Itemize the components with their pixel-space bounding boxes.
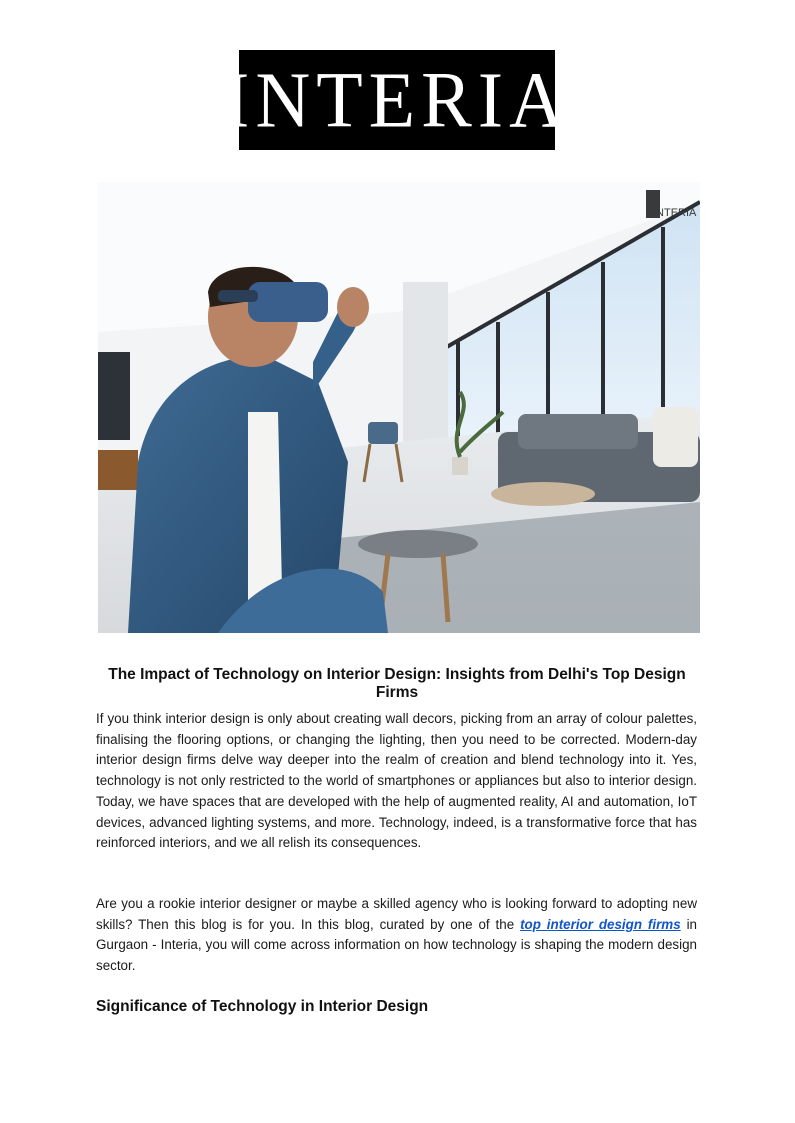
- second-paragraph: [96, 894, 697, 977]
- paragraph-text-after: in Gurgaon - Interia, you will come across information on how technology is shaping the modern design sector.: [96, 916, 697, 974]
- logo-text: INTERIA: [224, 55, 570, 145]
- top-design-firms-link[interactable]: top interior design firms: [520, 916, 681, 932]
- intro-paragraph: If you think interior design is only about creating wall decors, picking from an array of colour palettes, finalising the flooring options, or changing the lighting, then you need to be corrected. Modern-day interior design firms delve way deeper into the realm of creation and blend technology into it. Yes, technology is not only restricted to the world of smartphones or appliances but also to interior design. Today, we have spaces that are developed with the help of augmented reality, AI and automation, IoT devices, advanced lighting systems, and more. Technology, indeed, is a transformative force that has reinforced interiors, and we all relish its consequences.: [96, 711, 697, 851]
- paragraph-text-before: Are you a rookie interior designer or maybe a skilled agency who is looking forward to adopting new skills? Then this blog is for you. In this blog, curated by one of the: [96, 896, 697, 932]
- brand-logo: [224, 50, 570, 150]
- article-title: The Impact of Technology on Interior Design: Insights from Delhi's Top Design Firms: [108, 666, 686, 701]
- watermark-text: INTERIA: [653, 207, 697, 219]
- hero-image: [98, 182, 700, 633]
- section-heading: Significance of Technology in Interior Design: [96, 998, 429, 1015]
